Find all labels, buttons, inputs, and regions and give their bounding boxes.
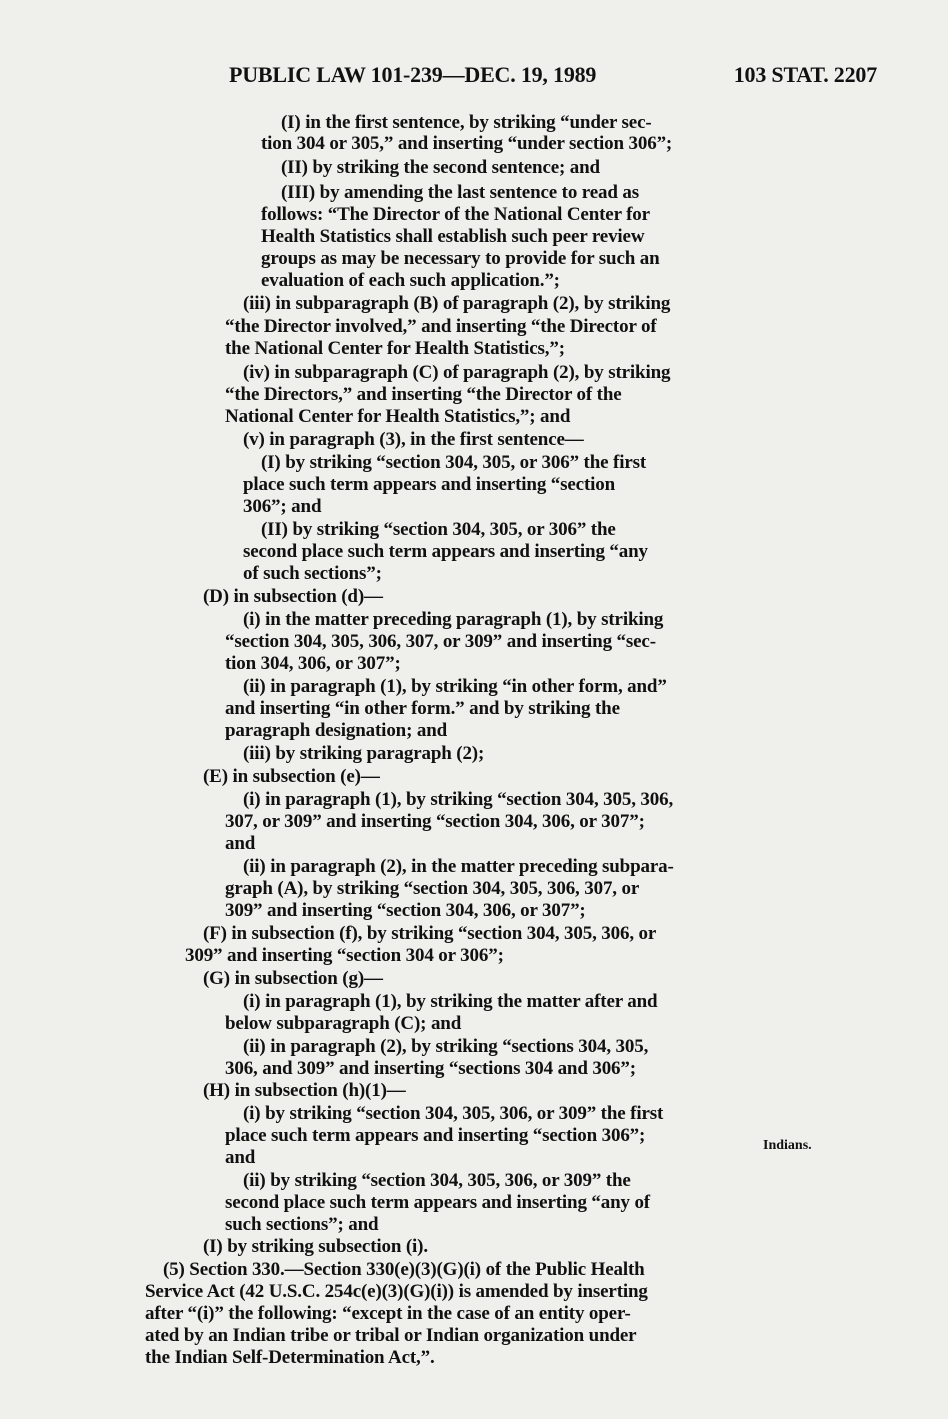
text-line: 307, or 309” and inserting “section 304, 306, or 307”; xyxy=(225,811,645,832)
text-line: (II) by striking the second sentence; and xyxy=(281,157,600,178)
text-line: Service Act (42 U.S.C. 254c(e)(3)(G)(i)) is amended by inserting xyxy=(145,1281,648,1302)
text-line: (E) in subsection (e)— xyxy=(203,766,380,787)
text-line: (F) in subsection (f), by striking “section 304, 305, 306, or xyxy=(203,923,657,944)
text-line: of such sections”; xyxy=(243,563,382,584)
text-line: such sections”; and xyxy=(225,1214,379,1235)
text-line: (I) in the first sentence, by striking “under sec- xyxy=(281,112,652,133)
text-line: groups as may be necessary to provide for such an xyxy=(261,248,660,269)
text-line: 306, and 309” and inserting “sections 304 and 306”; xyxy=(225,1058,636,1079)
margin-note: Indians. xyxy=(763,1138,812,1153)
text-line: “the Director involved,” and inserting “the Director of xyxy=(225,316,657,337)
header-citation: PUBLIC LAW 101-239—DEC. 19, 1989 xyxy=(229,62,597,87)
text-line: Health Statistics shall establish such peer review xyxy=(261,226,645,247)
text-line: (i) in paragraph (1), by striking “section 304, 305, 306, xyxy=(243,789,674,810)
text-line: second place such term appears and inserting “any xyxy=(243,541,648,562)
text-line: second place such term appears and inserting “any of xyxy=(225,1192,650,1213)
text-line: and xyxy=(225,833,256,854)
text-line: (i) in the matter preceding paragraph (1), by striking xyxy=(243,609,664,630)
page-header xyxy=(229,62,877,92)
text-line: (D) in subsection (d)— xyxy=(203,586,383,607)
text-line: follows: “The Director of the National Center for xyxy=(261,204,650,225)
text-line: (I) by striking “section 304, 305, or 306” the first xyxy=(261,452,647,473)
text-line: tion 304 or 305,” and inserting “under section 306”; xyxy=(261,133,673,154)
text-line: (ii) in paragraph (2), by striking “sections 304, 305, xyxy=(243,1036,649,1057)
text-line: the National Center for Health Statistics,”; xyxy=(225,338,565,359)
header-stat-page: 103 STAT. 2207 xyxy=(733,62,877,87)
text-line: evaluation of each such application.”; xyxy=(261,270,560,291)
text-line: (5) Section 330.—Section 330(e)(3)(G)(i) of the Public Health xyxy=(163,1259,645,1280)
text-line: and xyxy=(225,1147,256,1168)
text-line: (iii) in subparagraph (B) of paragraph (2), by striking xyxy=(243,293,671,314)
text-line: (II) by striking “section 304, 305, or 306” the xyxy=(261,519,616,540)
text-line: place such term appears and inserting “section 306”; xyxy=(225,1125,646,1146)
text-line: (H) in subsection (h)(1)— xyxy=(203,1080,406,1101)
text-line: ated by an Indian tribe or tribal or Indian organization under xyxy=(145,1325,637,1346)
text-line: (v) in paragraph (3), in the first sentence— xyxy=(243,429,584,450)
text-line: tion 304, 306, or 307”; xyxy=(225,653,401,674)
text-line: paragraph designation; and xyxy=(225,720,448,741)
text-line: (iii) by striking paragraph (2); xyxy=(243,743,485,764)
text-line: National Center for Health Statistics,”; and xyxy=(225,406,571,427)
text-line: place such term appears and inserting “section xyxy=(243,474,616,495)
text-line: (ii) in paragraph (1), by striking “in other form, and” xyxy=(243,676,667,697)
text-line: “the Directors,” and inserting “the Director of the xyxy=(225,384,622,405)
text-line: (III) by amending the last sentence to read as xyxy=(281,182,639,203)
text-line: (ii) in paragraph (2), in the matter preceding subpara- xyxy=(243,856,674,877)
text-line: (G) in subsection (g)— xyxy=(203,968,383,989)
text-line: graph (A), by striking “section 304, 305, 306, 307, or xyxy=(225,878,640,899)
text-line: 309” and inserting “section 304, 306, or 307”; xyxy=(225,900,586,921)
text-line: the Indian Self-Determination Act,”. xyxy=(145,1347,435,1368)
text-line: (i) in paragraph (1), by striking the matter after and xyxy=(243,991,658,1012)
text-line: (ii) by striking “section 304, 305, 306, or 309” the xyxy=(243,1170,631,1191)
text-line: (i) by striking “section 304, 305, 306, or 309” the first xyxy=(243,1103,664,1124)
text-line: and inserting “in other form.” and by striking the xyxy=(225,698,620,719)
text-line: below subparagraph (C); and xyxy=(225,1013,462,1034)
text-line: 306”; and xyxy=(243,496,322,517)
text-line: 309” and inserting “section 304 or 306”; xyxy=(185,945,504,966)
text-line: “section 304, 305, 306, 307, or 309” and inserting “sec- xyxy=(225,631,656,652)
text-line: (I) by striking subsection (i). xyxy=(203,1236,428,1257)
text-line: (iv) in subparagraph (C) of paragraph (2), by striking xyxy=(243,362,671,383)
text-line: after “(i)” the following: “except in the case of an entity oper- xyxy=(145,1303,631,1324)
